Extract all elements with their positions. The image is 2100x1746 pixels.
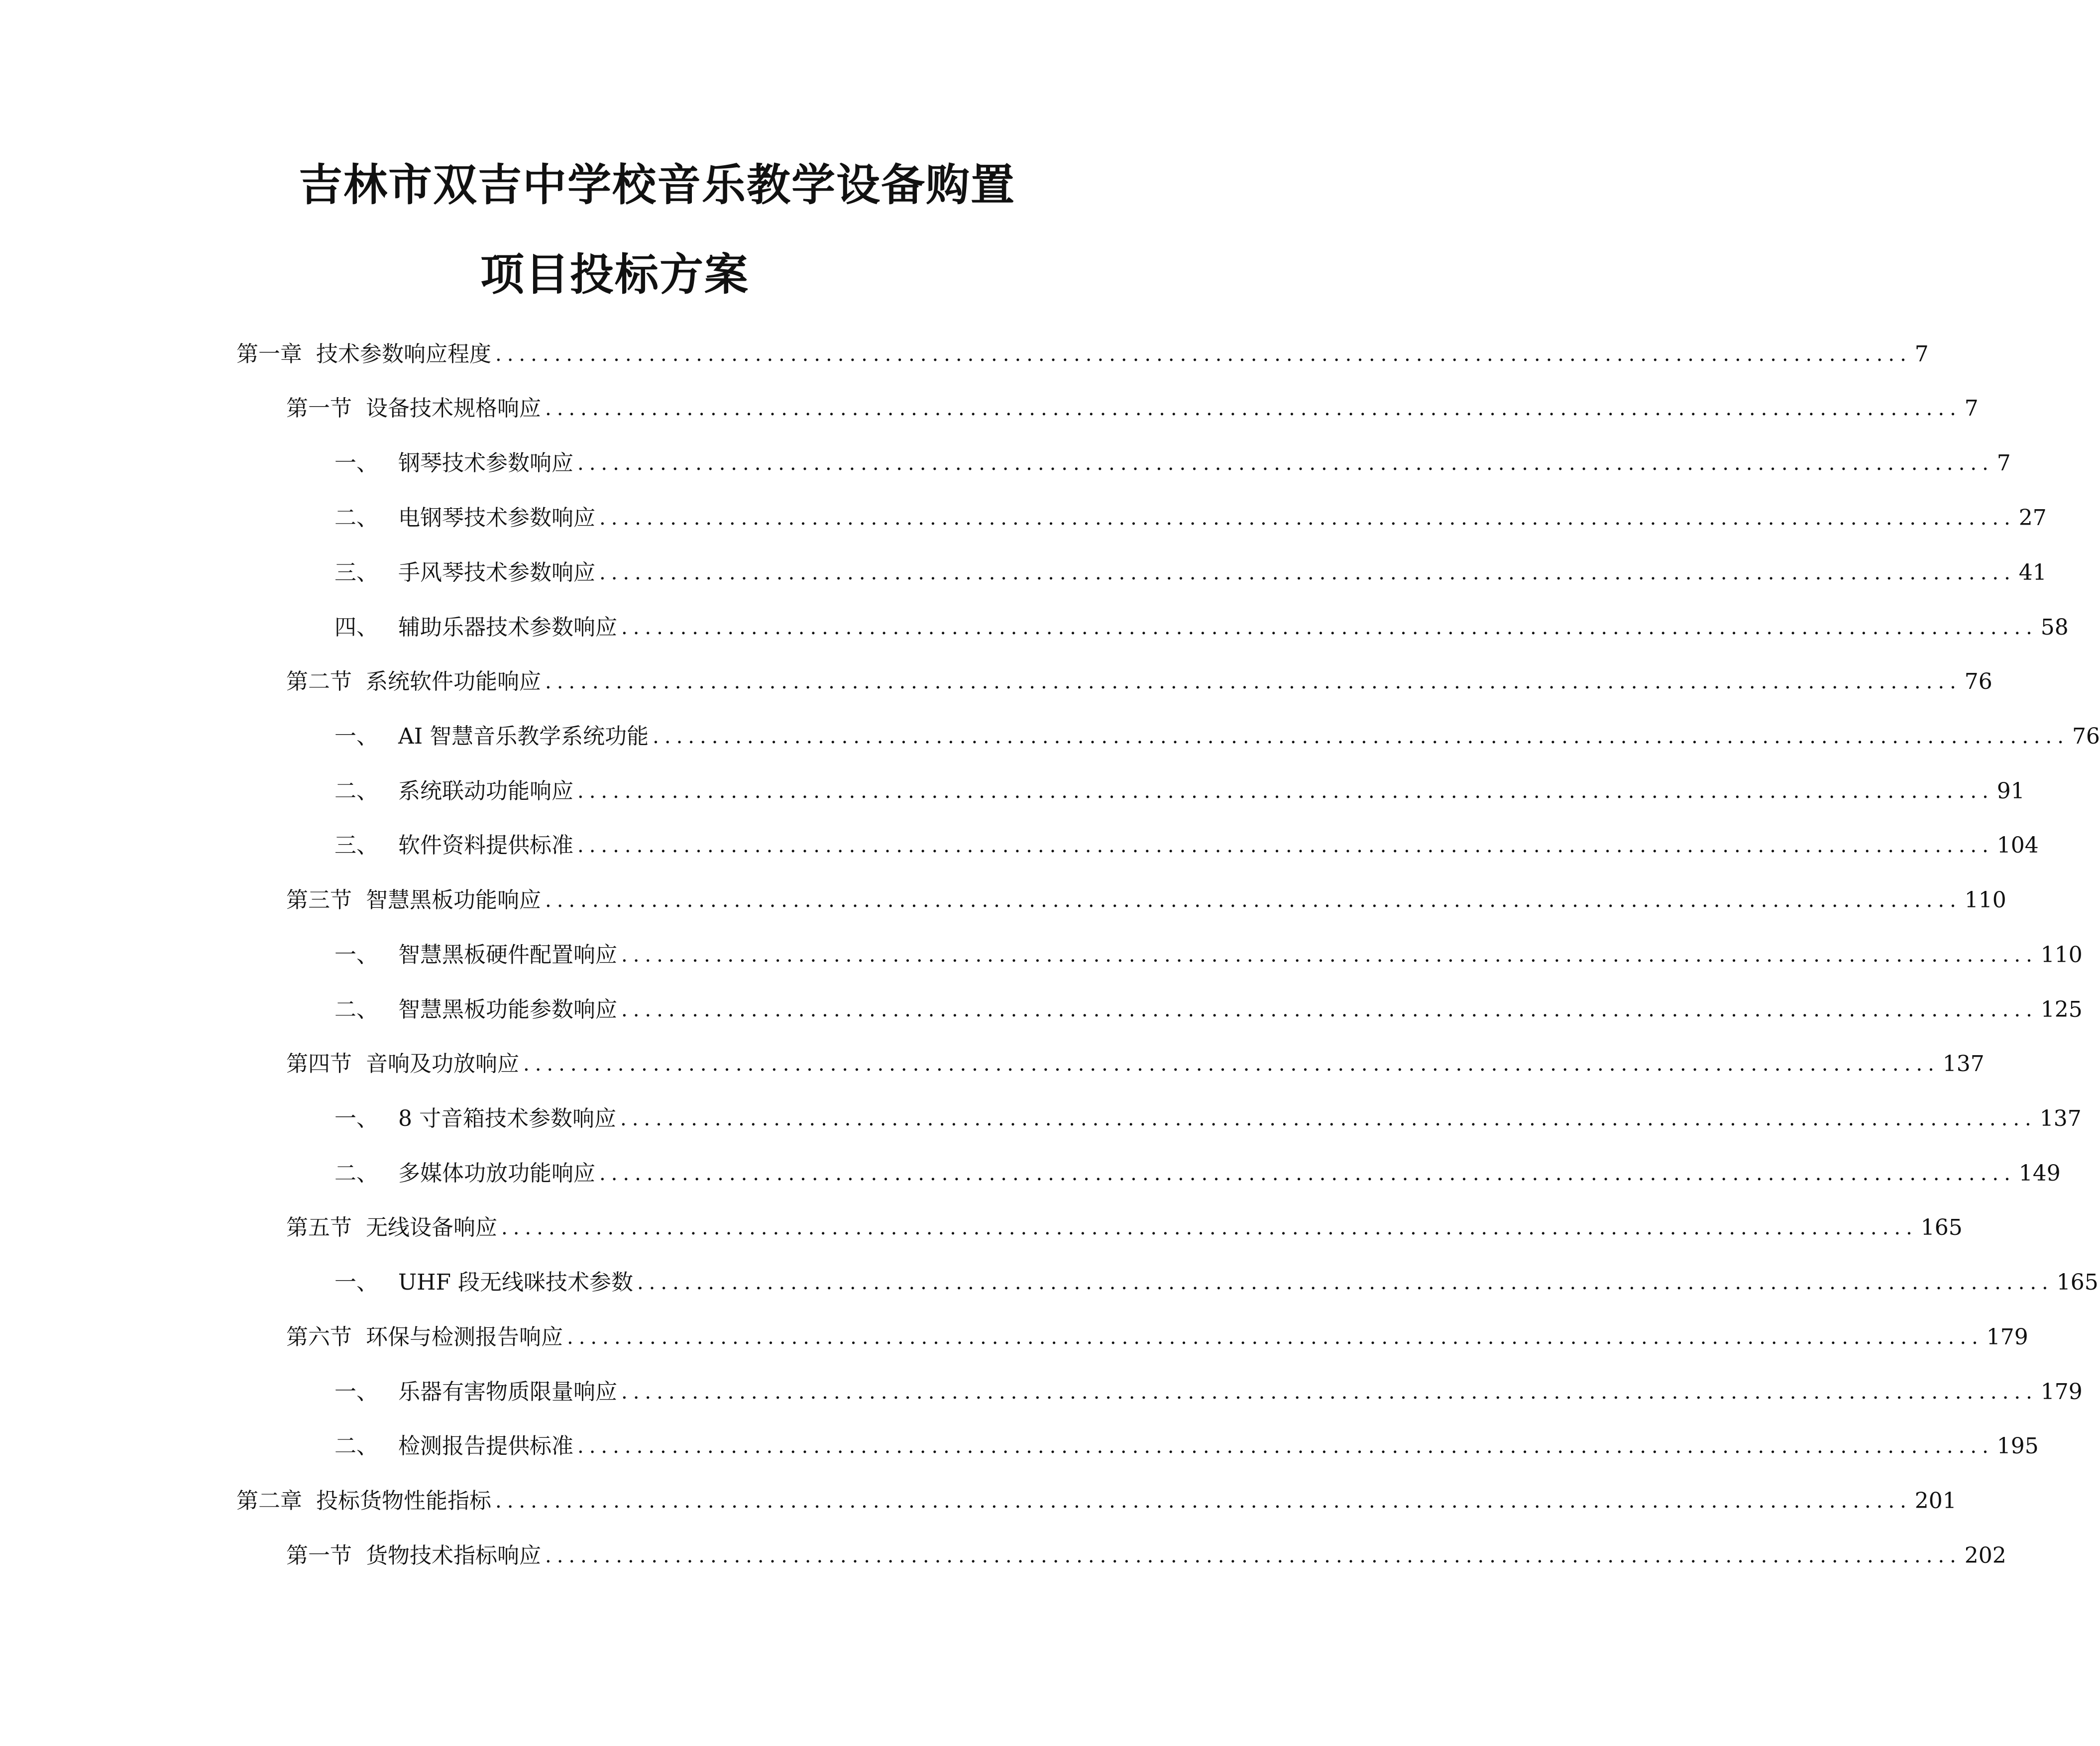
toc-dot-leader: ........................................................................................................................ [545, 397, 1962, 420]
toc-page-number: 76 [2072, 724, 2100, 749]
toc-entry-text: 手风琴技术参数响应 [398, 560, 595, 585]
toc-entry[interactable] [286, 1047, 1985, 1082]
toc-entry-prefix: 第四节 [286, 1051, 352, 1077]
toc-entry-prefix: 一、 [334, 1270, 378, 1295]
toc-entry[interactable] [334, 446, 2011, 481]
toc-dot-leader: ........................................................................................................................ [495, 1490, 1912, 1513]
toc-entry-text: 智慧黑板功能参数响应 [398, 997, 617, 1022]
toc-page-number: 91 [1996, 778, 2025, 804]
toc-dot-leader: ........................................................................................................................ [621, 944, 2038, 967]
toc-entry-text: 电钢琴技术参数响应 [398, 505, 595, 531]
toc-entry-text: 货物技术指标响应 [366, 1543, 541, 1568]
toc-page-number: 41 [2018, 560, 2047, 585]
toc-entry-text: 系统软件功能响应 [366, 669, 541, 694]
toc-page-number: 195 [1996, 1433, 2039, 1459]
toc-entry[interactable] [286, 1320, 2028, 1355]
toc-entry[interactable] [334, 555, 2047, 590]
toc-entry-text: 辅助乐器技术参数响应 [398, 615, 617, 640]
toc-entry-text: 智慧黑板硬件配置响应 [398, 942, 617, 968]
toc-entry[interactable] [334, 501, 2047, 536]
toc-entry-prefix: 二、 [334, 997, 378, 1022]
toc-page-number: 27 [2018, 505, 2047, 531]
toc-entry[interactable] [334, 938, 2083, 973]
toc-entry[interactable] [334, 719, 2100, 754]
toc-entry-prefix: 第五节 [286, 1215, 352, 1240]
toc-page-number: 125 [2040, 997, 2083, 1022]
toc-dot-leader: ........................................................................................................................ [577, 1435, 1994, 1458]
toc-dot-leader: ........................................................................................................................ [567, 1326, 1984, 1349]
toc-entry[interactable] [286, 1538, 2006, 1573]
toc-entry-text: 软件资料提供标准 [398, 833, 573, 858]
toc-page-number: 7 [1964, 396, 1979, 421]
toc-page-number: 179 [2040, 1379, 2083, 1405]
toc-entry[interactable] [334, 1375, 2083, 1410]
toc-dot-leader: ........................................................................................................................ [501, 1216, 1918, 1239]
toc-dot-leader: ........................................................................................................................ [577, 834, 1994, 857]
toc-entry-text: 投标货物性能指标 [316, 1488, 491, 1514]
toc-entry-prefix: 三、 [334, 833, 378, 858]
toc-entry[interactable] [334, 774, 2025, 809]
toc-entry[interactable] [286, 883, 2006, 918]
toc-entry-prefix: 二、 [334, 1161, 378, 1186]
toc-entry-text: 无线设备响应 [366, 1215, 497, 1240]
toc-entry[interactable] [286, 391, 1979, 426]
toc-entry-prefix: 一、 [334, 450, 378, 476]
toc-dot-leader: ........................................................................................................................ [523, 1053, 1940, 1076]
toc-entry-text: UHF 段无线咪技术参数 [398, 1270, 633, 1295]
toc-dot-leader: ........................................................................................................................ [637, 1271, 2054, 1294]
toc-entry-prefix: 二、 [334, 1433, 378, 1459]
toc-entry-prefix: 第一节 [286, 1543, 352, 1568]
toc-page-number: 7 [1914, 341, 1929, 367]
toc-entry[interactable] [286, 664, 1992, 699]
toc-entry-prefix: 第六节 [286, 1324, 352, 1350]
toc-dot-leader: ........................................................................................................................ [599, 561, 2016, 584]
toc-entry-prefix: 第三节 [286, 887, 352, 913]
toc-entry-prefix: 二、 [334, 505, 378, 531]
toc-entry-text: 钢琴技术参数响应 [398, 450, 573, 476]
toc-page-number: 110 [2040, 942, 2083, 968]
toc-entry-prefix: 第二节 [286, 669, 352, 694]
toc-page-number: 165 [1920, 1215, 1963, 1240]
toc-entry-text: 8 寸音箱技术参数响应 [398, 1106, 616, 1131]
toc-page-number: 58 [2040, 615, 2069, 640]
toc-dot-leader: ........................................................................................................................ [495, 343, 1912, 366]
toc-entry-prefix: 第一节 [286, 396, 352, 421]
toc-entry-prefix: 第一章 [236, 341, 302, 367]
toc-dot-leader: ........................................................................................................................ [545, 1544, 1962, 1567]
toc-page-number: 179 [1986, 1324, 2028, 1350]
toc-dot-leader: ........................................................................................................................ [545, 670, 1962, 693]
toc-dot-leader: ........................................................................................................................ [653, 725, 2069, 748]
toc-dot-leader: ........................................................................................................................ [620, 1107, 2037, 1130]
toc-entry[interactable] [236, 337, 1929, 372]
toc-entry-text: 音响及功放响应 [366, 1051, 519, 1077]
toc-dot-leader: ........................................................................................................................ [577, 452, 1994, 475]
toc-entry-prefix: 第二章 [236, 1488, 302, 1514]
toc-dot-leader: ........................................................................................................................ [545, 889, 1962, 912]
toc-entry-text: 智慧黑板功能响应 [366, 887, 541, 913]
toc-entry[interactable] [334, 1265, 2099, 1300]
toc-page-number: 201 [1914, 1488, 1957, 1514]
toc-page-number: 202 [1964, 1543, 2006, 1568]
toc-entry[interactable] [334, 1101, 2082, 1136]
toc-entry-text: 检测报告提供标准 [398, 1433, 573, 1459]
toc-entry-prefix: 一、 [334, 942, 378, 968]
toc-entry-prefix: 一、 [334, 1106, 378, 1131]
toc-entry[interactable] [236, 1484, 1957, 1519]
toc-entry-prefix: 三、 [334, 560, 378, 585]
toc-entry-text: 技术参数响应程度 [316, 341, 491, 367]
toc-entry-text: 系统联动功能响应 [398, 778, 573, 804]
toc-page-number: 110 [1964, 887, 2006, 913]
toc-entry[interactable] [334, 1156, 2061, 1191]
toc-page-number: 7 [1996, 450, 2011, 476]
toc-entry[interactable] [334, 992, 2083, 1027]
toc-entry-text: 乐器有害物质限量响应 [398, 1379, 617, 1405]
toc-entry-text: 设备技术规格响应 [366, 396, 541, 421]
toc-entry[interactable] [334, 828, 2039, 863]
toc-entry-text: AI 智慧音乐教学系统功能 [398, 724, 649, 749]
toc-dot-leader: ........................................................................................................................ [599, 507, 2016, 530]
toc-dot-leader: ........................................................................................................................ [599, 1162, 2016, 1185]
toc-page-number: 76 [1964, 669, 1992, 694]
document-title-line-2: 项目投标方案 [480, 249, 750, 300]
toc-dot-leader: ........................................................................................................................ [577, 780, 1994, 803]
toc-page-number: 137 [1942, 1051, 1985, 1077]
toc-page-number: 149 [2018, 1161, 2061, 1186]
toc-page-number: 104 [1996, 833, 2039, 858]
toc-entry-prefix: 一、 [334, 724, 378, 749]
toc-entry[interactable] [334, 610, 2069, 645]
toc-dot-leader: ........................................................................................................................ [621, 616, 2038, 639]
toc-page-number: 165 [2056, 1270, 2099, 1295]
toc-entry-prefix: 一、 [334, 1379, 378, 1405]
document-title-line-1: 吉林市双吉中学校音乐教学设备购置 [299, 159, 1016, 211]
toc-entry[interactable] [286, 1210, 1963, 1245]
toc-dot-leader: ........................................................................................................................ [621, 1381, 2038, 1404]
toc-page-number: 137 [2039, 1106, 2082, 1131]
toc-entry-prefix: 二、 [334, 778, 378, 804]
toc-entry-text: 多媒体功放功能响应 [398, 1161, 595, 1186]
toc-entry-text: 环保与检测报告响应 [366, 1324, 563, 1350]
toc-dot-leader: ........................................................................................................................ [621, 998, 2038, 1021]
toc-entry-prefix: 四、 [334, 615, 378, 640]
toc-entry[interactable] [334, 1429, 2039, 1464]
